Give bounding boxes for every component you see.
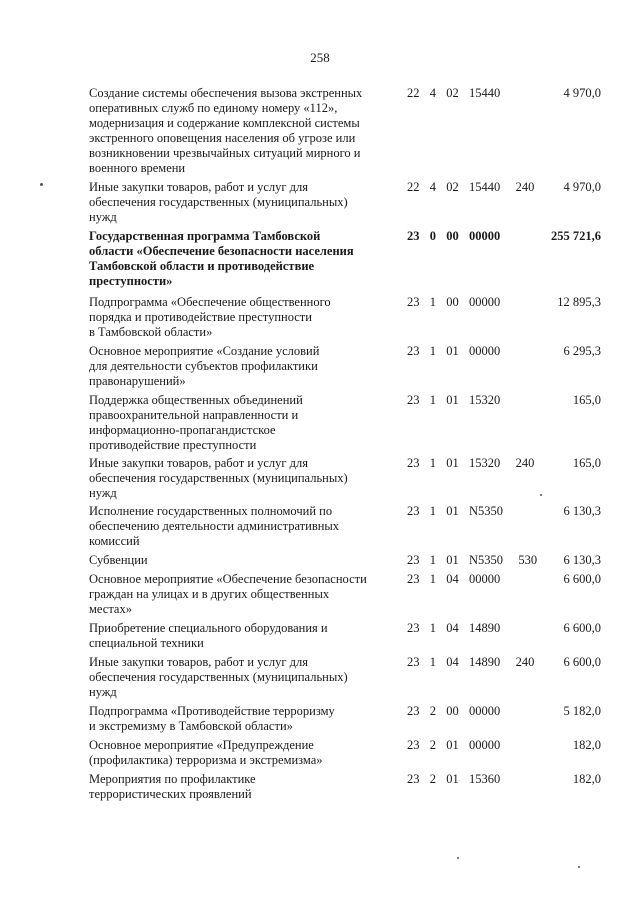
row-description: Основное мероприятие «Предупреждение (профилактика) терроризма и экстремизма» <box>89 738 323 767</box>
row-code: 23 2 00 00000 <box>407 704 501 718</box>
row-amount: 255 721,6 <box>551 229 601 243</box>
row-code: 23 1 04 14890 240 <box>407 655 535 669</box>
row-amount: 6 600,0 <box>563 621 601 635</box>
row-amount: 165,0 <box>572 456 601 470</box>
row-amount: 4 970,0 <box>563 180 601 194</box>
row-amount: 6 600,0 <box>563 655 601 669</box>
scan-speck <box>40 183 43 186</box>
row-amount: 6 600,0 <box>563 572 601 586</box>
scan-speck <box>457 857 459 859</box>
row-amount: 182,0 <box>572 772 601 786</box>
row-code: 23 2 01 15360 <box>407 772 501 786</box>
row-amount: 5 182,0 <box>563 704 601 718</box>
row-description: Иные закупки товаров, работ и услуг для обеспечения государственных (муниципальных) нужд <box>89 180 348 224</box>
row-code: 23 1 01 00000 <box>407 344 501 358</box>
scan-speck <box>578 866 580 868</box>
row-code: 22 4 02 15440 240 <box>407 180 535 194</box>
row-code: 23 1 04 00000 <box>407 572 501 586</box>
row-code: 23 1 00 00000 <box>407 295 501 309</box>
row-amount: 6 130,3 <box>563 553 601 567</box>
row-description: Субвенции <box>89 553 148 567</box>
row-amount: 4 970,0 <box>563 86 601 100</box>
row-code: 23 2 01 00000 <box>407 738 501 752</box>
row-description: Иные закупки товаров, работ и услуг для обеспечения государственных (муниципальных) нужд <box>89 456 348 500</box>
row-code: 22 4 02 15440 <box>407 86 501 100</box>
row-amount: 182,0 <box>572 738 601 752</box>
row-description: Основное мероприятие «Создание условий для деятельности субъектов профилактики правонарушений» <box>89 344 320 388</box>
row-description: Подпрограмма «Обеспечение общественного порядка и противодействие преступности в Тамбовской области» <box>89 295 331 339</box>
row-description: Иные закупки товаров, работ и услуг для обеспечения государственных (муниципальных) нужд <box>89 655 348 699</box>
row-code: 23 1 01 N5350 530 <box>407 553 538 567</box>
row-code: 23 1 01 N5350 <box>407 504 504 518</box>
row-code: 23 1 01 15320 <box>407 393 501 407</box>
row-code: 23 1 01 15320 240 <box>407 456 535 470</box>
row-description: Подпрограмма «Противодействие терроризму и экстремизму в Тамбовской области» <box>89 704 335 733</box>
row-code: 23 1 04 14890 <box>407 621 501 635</box>
row-description: Создание системы обеспечения вызова экстренных оперативных служб по единому номеру «112», модернизация и содержание комплексной системы экстренного оповещения населения об угрозе или возникновении чрезвычайных ситуаций мирного и военного времени <box>89 86 363 175</box>
row-description: Основное мероприятие «Обеспечение безопасности граждан на улицах и в других общественных местах» <box>89 572 367 616</box>
row-description: Мероприятия по профилактике террористических проявлений <box>89 772 256 801</box>
row-description: Приобретение специального оборудования и специальной техники <box>89 621 328 650</box>
row-description: Исполнение государственных полномочий по обеспечению деятельности административных комиссий <box>89 504 340 548</box>
row-amount: 6 130,3 <box>563 504 601 518</box>
row-description: Государственная программа Тамбовской области «Обеспечение безопасности населения Тамбовской области и противодействие преступности» <box>89 229 354 288</box>
row-amount: 6 295,3 <box>563 344 601 358</box>
row-description: Поддержка общественных объединений правоохранительной направленности и информационно-пропагандистское противодействие преступности <box>89 393 303 452</box>
page-number: 258 <box>310 50 330 65</box>
scan-speck <box>540 494 542 496</box>
row-amount: 165,0 <box>572 393 601 407</box>
row-code: 23 0 00 00000 <box>407 229 501 243</box>
row-amount: 12 895,3 <box>557 295 601 309</box>
